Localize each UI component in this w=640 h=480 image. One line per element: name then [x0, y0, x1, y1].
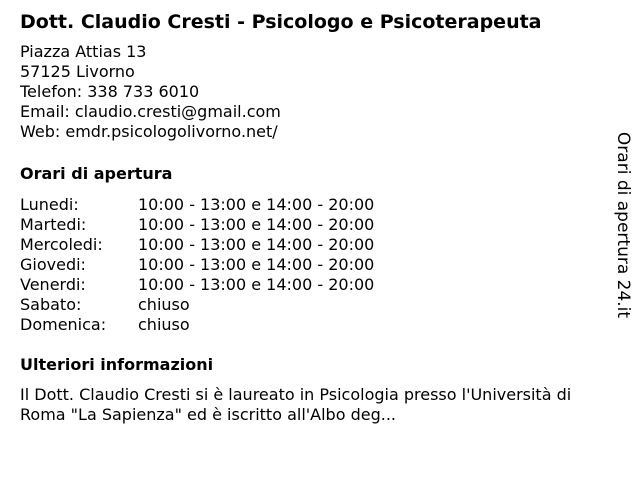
day-hours: 10:00 - 13:00 e 14:00 - 20:00 [138, 275, 375, 294]
day-hours: 10:00 - 13:00 e 14:00 - 20:00 [138, 195, 375, 214]
opening-hours-table [20, 195, 600, 335]
business-card [20, 10, 600, 425]
email-address: Email: claudio.cresti@gmail.com [20, 102, 281, 121]
day-label: Sabato: [20, 295, 82, 314]
day-hours: chiuso [138, 295, 190, 314]
watermark-logo: Orari di apertura 24.it [613, 131, 633, 319]
opening-hours-heading: Orari di apertura [20, 164, 173, 183]
hours-row-thursday [20, 255, 600, 275]
day-hours: 10:00 - 13:00 e 14:00 - 20:00 [138, 235, 375, 254]
phone-number: Telefon: 338 733 6010 [20, 82, 200, 101]
day-label: Giovedi: [20, 255, 86, 274]
more-info-text: Il Dott. Claudio Cresti si è laureato in Psicologia presso l'Università di Roma "La Sapienza" ed è iscritto all'Albo deg... [20, 385, 572, 424]
more-info-heading: Ulteriori informazioni [20, 355, 214, 374]
day-label: Domenica: [20, 315, 107, 334]
business-name: Dott. Claudio Cresti - Psicologo e Psicoterapeuta [20, 11, 542, 33]
day-label: Venerdi: [20, 275, 86, 294]
hours-row-friday [20, 275, 600, 295]
website: Web: emdr.psicologolivorno.net/ [20, 122, 278, 141]
address-city: 57125 Livorno [20, 62, 135, 81]
hours-row-monday [20, 195, 600, 215]
hours-row-sunday [20, 315, 600, 335]
hours-row-wednesday [20, 235, 600, 255]
hours-row-tuesday [20, 215, 600, 235]
hours-row-saturday [20, 295, 600, 315]
day-label: Lunedi: [20, 195, 79, 214]
day-hours: chiuso [138, 315, 190, 334]
day-label: Mercoledi: [20, 235, 103, 254]
contact-block [20, 42, 600, 142]
day-label: Martedi: [20, 215, 87, 234]
day-hours: 10:00 - 13:00 e 14:00 - 20:00 [138, 255, 375, 274]
address-street: Piazza Attias 13 [20, 42, 147, 61]
day-hours: 10:00 - 13:00 e 14:00 - 20:00 [138, 215, 375, 234]
